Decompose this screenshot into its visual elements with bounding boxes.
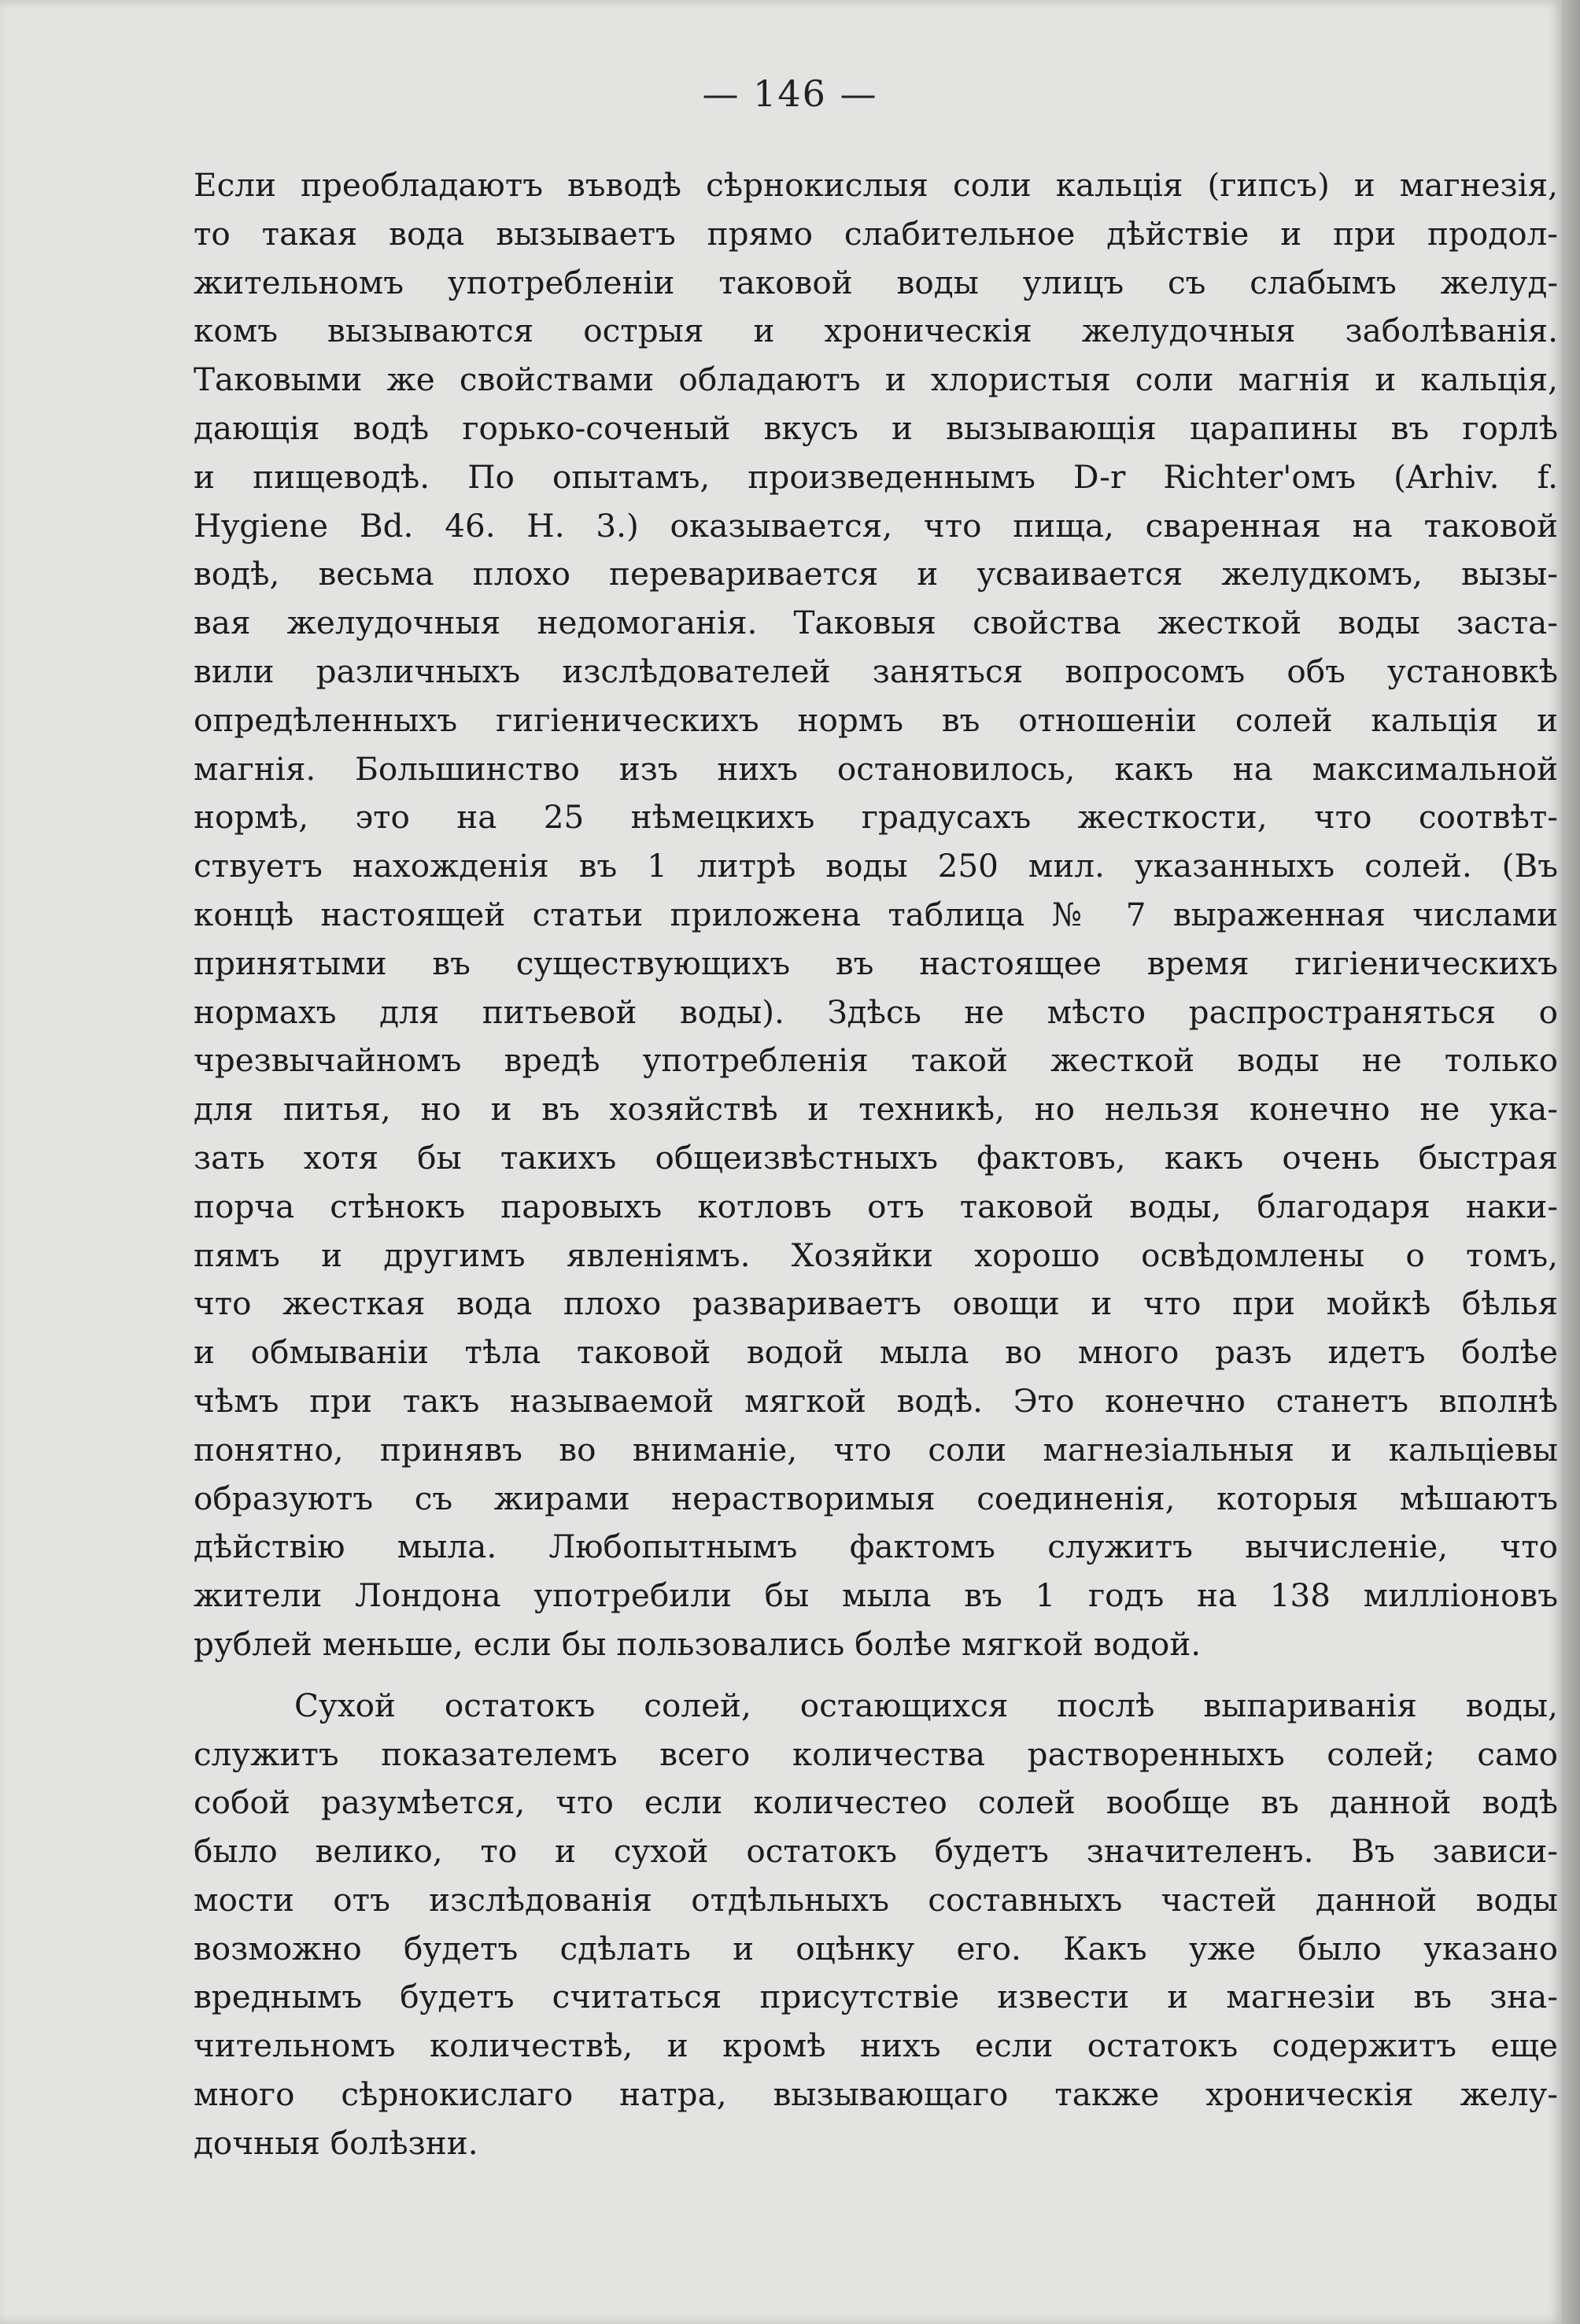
text-line: жители Лондона употребили бы мыла въ 1 годъ на 138 милліоновъ [194,1576,1558,1615]
text-line: комъ вызываются острыя и хроническія желудочныя заболѣванія. [194,312,1558,350]
text-line: чительномъ количествѣ, и кромѣ нихъ если остатокъ содержитъ еще [194,2027,1558,2065]
paragraph-gap [194,1669,1558,1682]
text-line: нормѣ, это на 25 нѣмецкихъ градусахъ жесткости, что соотвѣт- [194,798,1558,837]
text-line: зать хотя бы такихъ общеизвѣстныхъ фактовъ, какъ очень быстрая [194,1138,1558,1177]
text-line: то такая вода вызываетъ прямо слабительное дѣйствіе и при продол- [194,214,1558,253]
paragraph [194,161,1558,1669]
text-line: мости отъ изслѣдованія отдѣльныхъ составныхъ частей данной воды [194,1880,1558,1919]
text-line: что жесткая вода плохо развариваетъ овощи и что при мойкѣ бѣлья [194,1284,1558,1323]
text-line: водѣ, весьма плохо переваривается и усваивается желудкомъ, вызы- [194,555,1558,593]
text-line: ствуетъ нахожденія въ 1 литрѣ воды 250 мил. указанныхъ солей. (Въ [194,847,1558,885]
text-line: собой разумѣется, что если количестео солей вообще въ данной водѣ [194,1783,1558,1822]
body-text [194,161,1558,2168]
text-line: чѣмъ при такъ называемой мягкой водѣ. Это конечно станетъ вполнѣ [194,1381,1558,1420]
text-line: нормахъ для питьевой воды). Здѣсь не мѣсто распространяться о [194,992,1558,1031]
text-line: дочныя болѣзни. [194,2123,478,2162]
text-line: порча стѣнокъ паровыхъ котловъ отъ таковой воды, благодаря наки- [194,1187,1558,1225]
text-line: жительномъ употребленіи таковой воды улицъ съ слабымъ желуд- [194,263,1558,301]
text-line: принятыми въ существующихъ въ настоящее время гигіеническихъ [194,944,1558,982]
text-line: пямъ и другимъ явленіямъ. Хозяйки хорошо освѣдомлены о томъ, [194,1236,1558,1274]
text-line: опредѣленныхъ гигіеническихъ нормъ въ отношеніи солей кальція и [194,700,1558,739]
paragraph [194,1682,1558,2168]
text-line: возможно будетъ сдѣлать и оцѣнку его. Какъ уже было указано [194,1929,1558,1967]
text-line: Сухой остатокъ солей, остающихся послѣ выпариванія воды, [294,1686,1558,1724]
text-line: вреднымъ будетъ считаться присутствіе извести и магнезіи въ зна- [194,1978,1558,2016]
text-line: много сѣрнокислаго натра, вызывающаго также хроническія желу- [194,2075,1558,2114]
page-edge [1562,0,1580,2324]
text-line: вили различныхъ изслѣдователей заняться вопросомъ объ установкѣ [194,652,1558,690]
text-line: было велико, то и сухой остатокъ будетъ значителенъ. Въ зависи- [194,1832,1558,1871]
text-line: дѣйствію мыла. Любопытнымъ фактомъ служитъ вычисленіе, что [194,1528,1558,1566]
text-line: вая желудочныя недомоганія. Таковыя свойства жесткой воды заста- [194,604,1558,642]
text-line: и пищеводѣ. По опытамъ, произведеннымъ D-r Richter'омъ (Arhiv. f. [194,457,1558,496]
text-line: Если преобладаютъ въводѣ сѣрнокислыя соли кальція (гипсъ) и магнезія, [194,166,1558,204]
text-line: и обмываніи тѣла таковой водой мыла во много разъ идетъ болѣе [194,1333,1558,1372]
text-line: Таковыми же свойствами обладаютъ и хлористыя соли магнія и кальція, [194,360,1558,399]
text-line: образуютъ съ жирами нерастворимыя соединенія, которыя мѣшаютъ [194,1479,1558,1517]
text-line: дающія водѣ горько-соченый вкусъ и вызывающія царапины въ горлѣ [194,408,1558,447]
text-line: служитъ показателемъ всего количества растворенныхъ солей; само [194,1735,1558,1773]
text-line: понятно, принявъ во вниманіе, что соли магнезіальныя и кальціевы [194,1430,1558,1469]
text-line: рублей меньше, если бы пользовались болѣе мягкой водой. [194,1624,1202,1663]
text-line: чрезвычайномъ вредѣ употребленія такой жесткой воды не только [194,1041,1558,1080]
text-line: концѣ настоящей статьи приложена таблица № 7 выраженная числами [194,895,1558,933]
text-line: для питья, но и въ хозяйствѣ и техникѣ, но нельзя конечно не ука- [194,1090,1558,1129]
page-number: — 146 — [702,72,878,115]
text-line: магнія. Большинство изъ нихъ остановилось, какъ на максимальной [194,749,1558,788]
text-line: Hygiene Bd. 46. H. 3.) оказывается, что пища, сваренная на таковой [194,506,1558,545]
